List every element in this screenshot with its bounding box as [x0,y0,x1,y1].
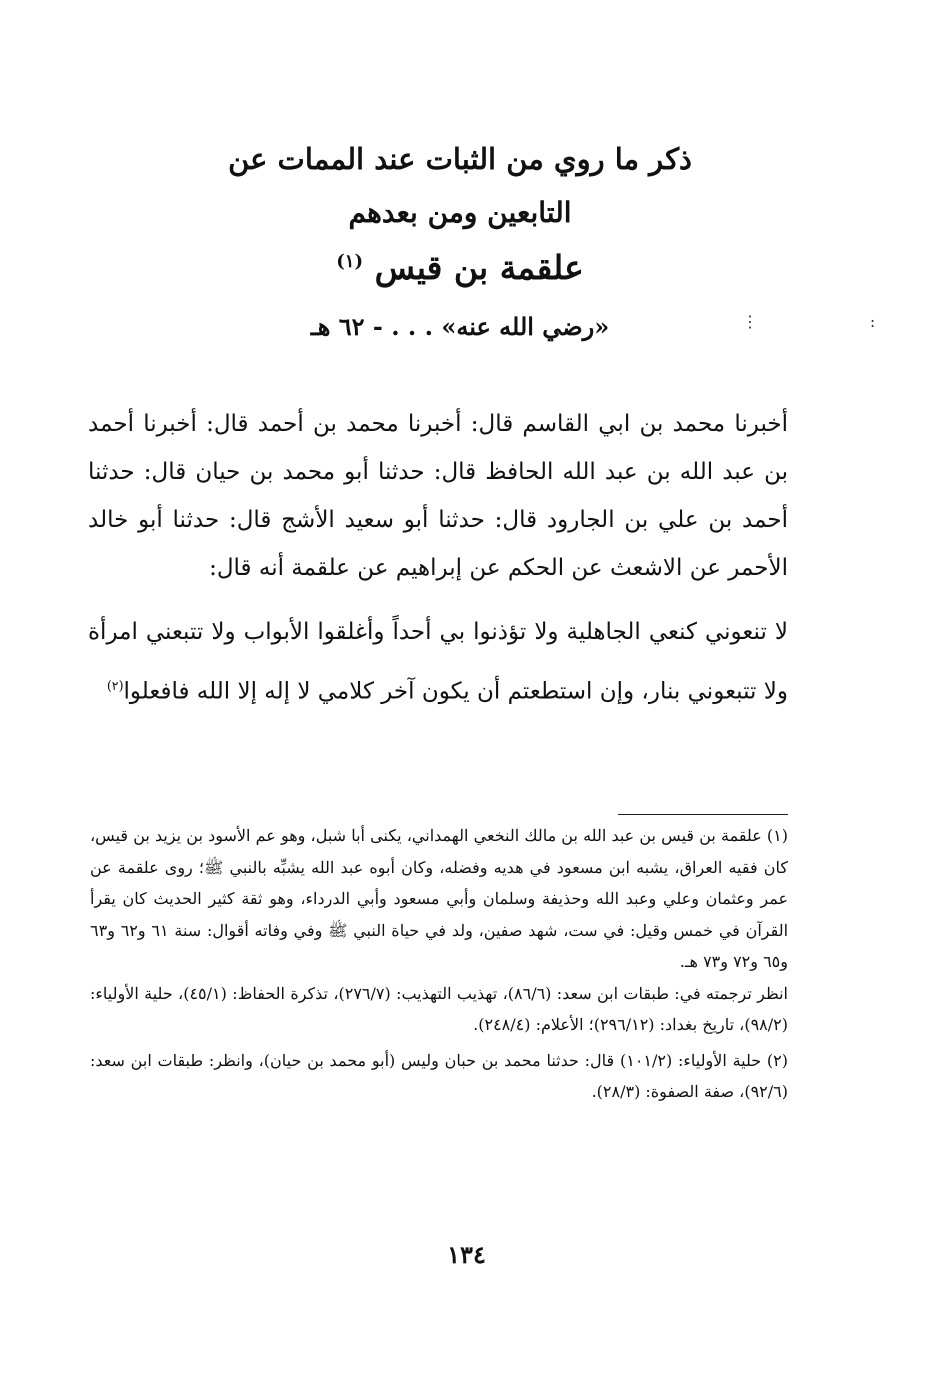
print-specks: ⋮ : [742,312,876,331]
footnotes [90,820,788,1108]
honorific-and-date: «رضي الله عنه» . . . - ٦٢ هـ [310,312,610,341]
chapter-title-line-1: ذكر ما روي من الثبات عند الممات عن [228,142,692,176]
footnote-2: (٢) حلية الأولياء: (١٠١/٢) قال: حدثنا محمد بن حبان وليس (أبو محمد بن حيان)، وانظر: طبقات ابن سعد: (٩٢/٦)، صفة الصفوة: (٢٨/٣). [90,1050,789,1101]
footnote-1-biography: (١) علقمة بن قيس بن عبد الله بن مالك النخعي الهمداني، يكنى أبا شبل، وهو عم الأسود بن يزيد بن قيس، كان فقيه العراق، يشبه ابن مسعود في هديه وفضله، وكان أبوه عبد الله يشبِّه بالنبي ﷺ؛ روى علقمة عن عمر وعثمان وعلي وعبد الله وحذيفة وسلمان وأبي مسعود وأبي الدرداء، وهو ثقة كثير الحديث كان يقرأ القرآن في خمس وقيل: في ست، شهد صفين، ولد في حياة النبي ﷺ وفي وفاته أقوال: سنة ٦١ و٦٢ و٦٣ و٦٥ و٧٢ و٧٣ هـ. [90,826,789,971]
section-title [150,248,770,287]
footnote-1-references: انظر ترجمته في: طبقات ابن سعد: (٨٦/٦)، تهذيب التهذيب: (٢٧٦/٧)، تذكرة الحفاظ: (٤٥/١)، حلية الأولياء: (٩٨/٢)، تاريخ بغداد: (٢٩٦/١٢)؛ الأعلام: (٢٤٨/٤). [90,983,789,1034]
narration-text [88,606,788,719]
narration-body: لا تنعوني كنعي الجاهلية ولا تؤذنوا بي أحداً وأغلقوا الأبواب ولا تتبعني امرأة ولا تتبعوني بنار، وإن استطعتم أن يكون آخر كلامي لا إله إلا الله فافعلوا [88,619,788,705]
section-title-name: علقمة بن قيس [374,248,584,287]
chain-of-narration: أخبرنا محمد بن ابي القاسم قال: أخبرنا محمد بن أحمد قال: أخبرنا أحمد بن عبد الله بن عبد الله الحافظ قال: حدثنا أبو محمد بن حيان قال: حدثنا أحمد بن علي بن الجارود قال: حدثنا أبو سعيد الأشج قال: حدثنا أبو خالد الأحمر عن الاشعث عن الحكم عن إبراهيم عن علقمة أنه قال: [88,411,788,581]
footnote-divider [618,814,788,815]
footnote-marker-2: (٢) [106,678,124,693]
footnote-marker-1: (١) [336,251,364,272]
page-number: ١٣٤ [447,1240,486,1269]
chapter-title-line-2: التابعين ومن بعدهم [348,196,572,229]
